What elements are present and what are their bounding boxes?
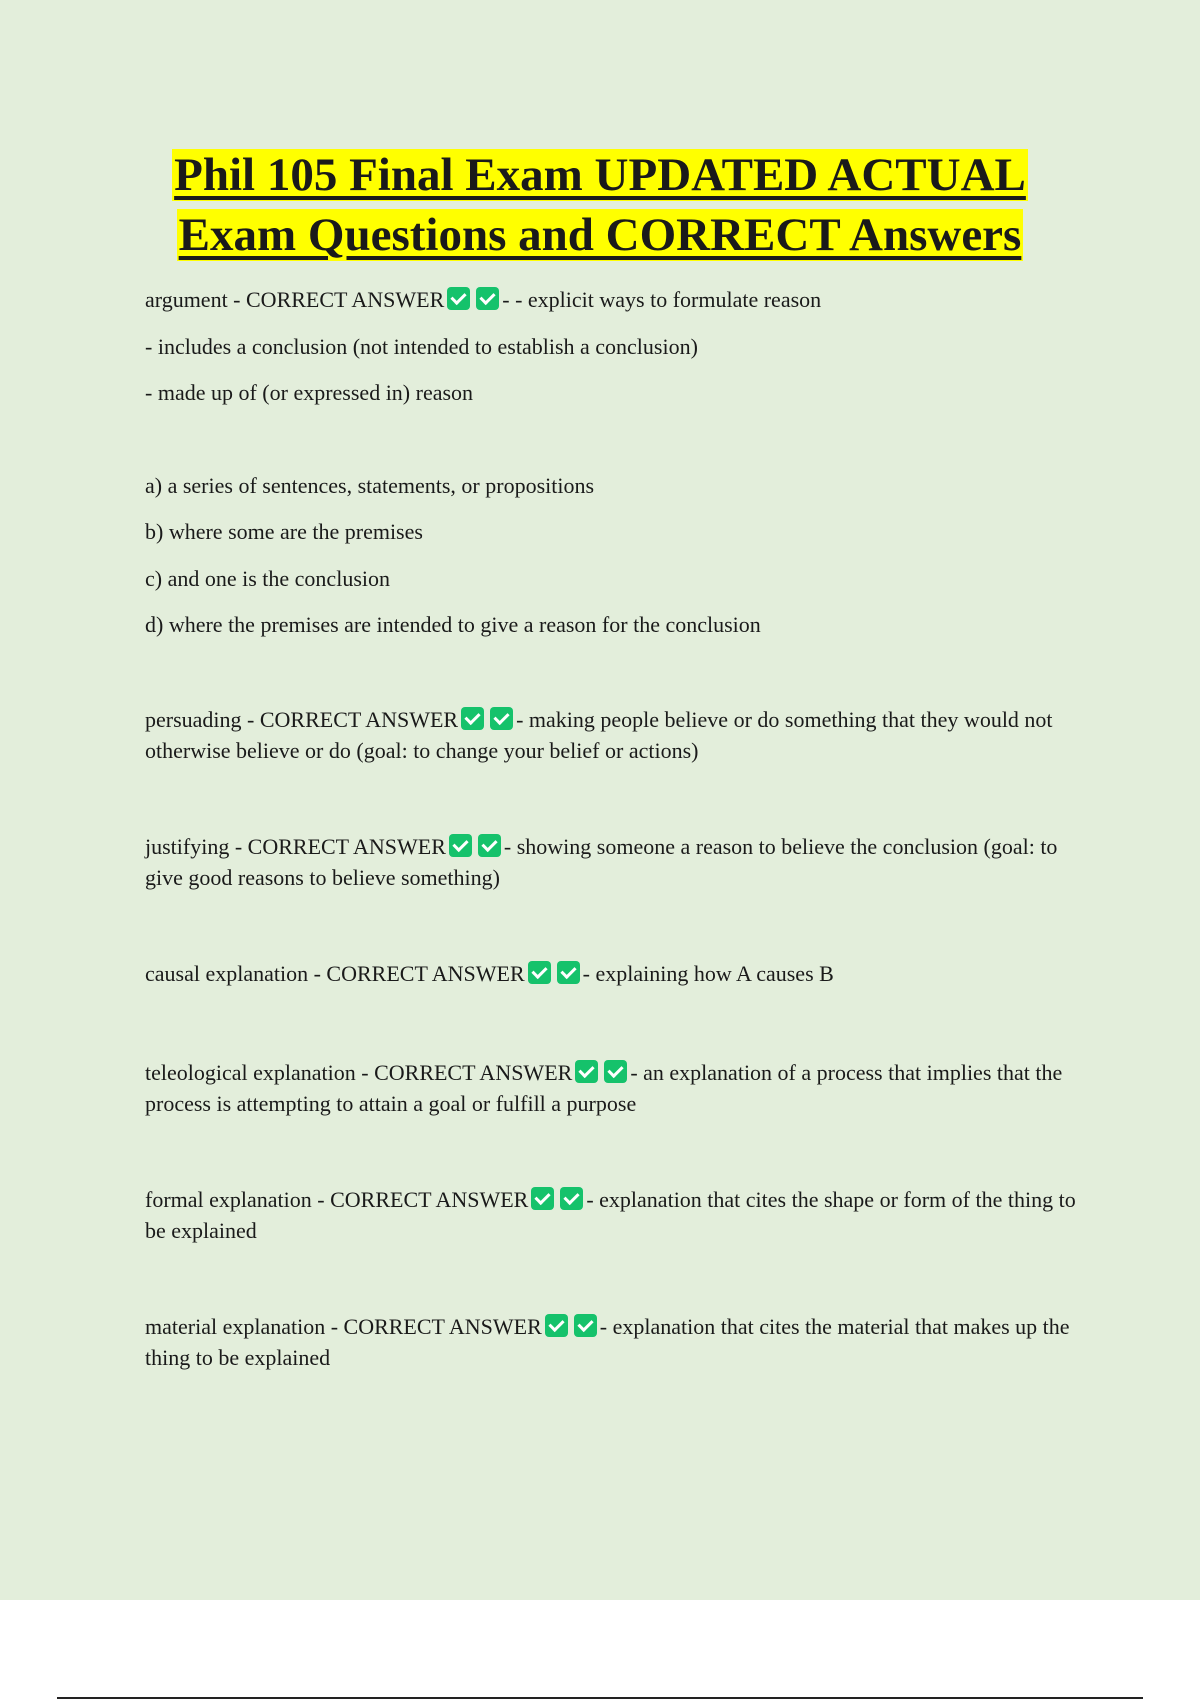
entry-term: argument - CORRECT ANSWER bbox=[145, 287, 445, 312]
entry-term: teleological explanation - CORRECT ANSWER bbox=[145, 1060, 573, 1085]
entry-definition: - an explanation of a process that implies that the process is attempting to attain a goal or fulfill a purpose bbox=[145, 1060, 1063, 1116]
entry-definition: - explanation that cites the material that makes up the thing to be explained bbox=[145, 1314, 1070, 1370]
check-icon bbox=[478, 834, 501, 857]
check-icon bbox=[476, 287, 499, 310]
entry-term: material explanation - CORRECT ANSWER bbox=[145, 1314, 542, 1339]
check-icon bbox=[557, 961, 580, 984]
list-item: - includes a conclusion (not intended to establish a conclusion) bbox=[145, 334, 698, 359]
entry-definition: - showing someone a reason to believe the conclusion (goal: to give good reasons to believe something) bbox=[145, 834, 1058, 890]
check-icon bbox=[461, 707, 484, 730]
check-icon bbox=[604, 1060, 627, 1083]
entry-term: formal explanation - CORRECT ANSWER bbox=[145, 1187, 529, 1212]
check-icon bbox=[574, 1314, 597, 1337]
check-icon bbox=[531, 1187, 554, 1210]
entry-formal-explanation bbox=[145, 1184, 1085, 1246]
check-icon bbox=[560, 1187, 583, 1210]
list-item: b) where some are the premises bbox=[145, 519, 423, 544]
entry-term: persuading - CORRECT ANSWER bbox=[145, 707, 459, 732]
entry-teleological-explanation bbox=[145, 1057, 1085, 1119]
entry-persuading bbox=[145, 704, 1085, 766]
entry-argument bbox=[145, 284, 1085, 315]
entry-term: causal explanation - CORRECT ANSWER bbox=[145, 961, 525, 986]
check-icon bbox=[490, 707, 513, 730]
entry-definition: - making people believe or do something that they would not otherwise believe or do (goal: to change your belief or actions) bbox=[145, 707, 1053, 763]
list-item: c) and one is the conclusion bbox=[145, 566, 390, 591]
check-icon bbox=[575, 1060, 598, 1083]
check-icon bbox=[528, 961, 551, 984]
entry-material-explanation bbox=[145, 1311, 1085, 1373]
entry-definition: - explaining how A causes B bbox=[582, 961, 834, 986]
entry-term: justifying - CORRECT ANSWER bbox=[145, 834, 446, 859]
check-icon bbox=[447, 287, 470, 310]
entry-causal-explanation bbox=[145, 958, 1085, 989]
entry-definition: - - explicit ways to formulate reason bbox=[502, 287, 822, 312]
footer-divider bbox=[57, 1697, 1143, 1699]
entry-definition: - explanation that cites the shape or form of the thing to be explained bbox=[145, 1187, 1076, 1243]
title-line-1: Phil 105 Final Exam UPDATED ACTUAL bbox=[174, 149, 1026, 201]
title-line-2: Exam Questions and CORRECT Answers bbox=[178, 209, 1022, 261]
list-item: - made up of (or expressed in) reason bbox=[145, 380, 474, 405]
document-title bbox=[0, 145, 1200, 265]
list-item: a) a series of sentences, statements, or propositions bbox=[145, 473, 595, 498]
entry-justifying bbox=[145, 831, 1085, 893]
check-icon bbox=[545, 1314, 568, 1337]
list-item: d) where the premises are intended to give a reason for the conclusion bbox=[145, 612, 761, 637]
check-icon bbox=[449, 834, 472, 857]
